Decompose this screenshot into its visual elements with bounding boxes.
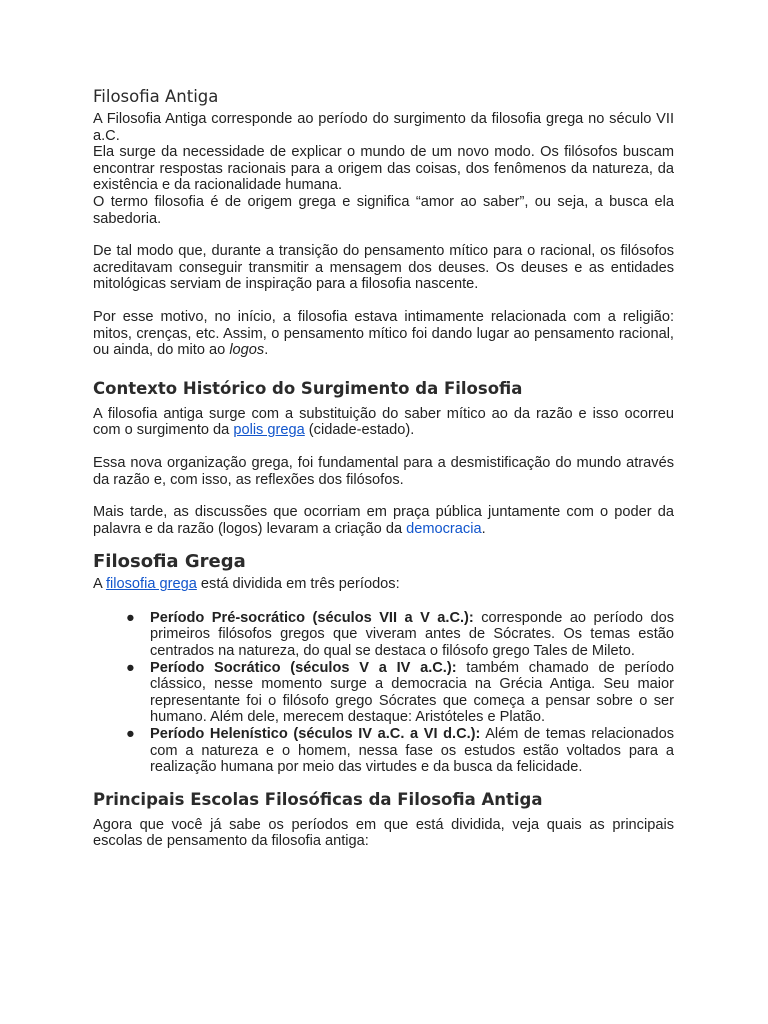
paragraph-text: A: [93, 576, 106, 593]
paragraph-text: está dividida em três períodos:: [196, 576, 400, 593]
document-content: [93, 86, 674, 850]
italic-logos: logos: [229, 342, 265, 359]
link-filosofia-grega[interactable]: filosofia grega: [105, 576, 197, 593]
period-text: corresponde ao período dos primeiros filósofos gregos que viveram antes de Sócrates. Os temas estão centrados na natureza, do qual se destaca o filósofo grego Tales de Mileto.: [150, 609, 674, 660]
periods-list: [93, 610, 674, 776]
paragraph: [93, 576, 674, 593]
heading-contexto-historico: Contexto Histórico do Surgimento da Filosofia: [93, 378, 523, 398]
paragraph: [93, 309, 674, 359]
paragraph: Essa nova organização grega, foi fundamental para a desmistificação do mundo através da razão e, com isso, as reflexões dos filósofos.: [93, 454, 674, 488]
heading-filosofia-grega: Filosofia Grega: [93, 551, 246, 573]
paragraph: A Filosofia Antiga corresponde ao período do surgimento da filosofia grega no século VII a.C.: [93, 111, 674, 144]
period-text: Além de temas relacionados com a natureza e o homem, nessa fase os estudos estão voltados para a realização humana por meio das virtudes e da busca da felicidade.: [150, 726, 674, 776]
paragraph: [93, 406, 674, 439]
paragraph: Ela surge da necessidade de explicar o mundo de um novo modo. Os filósofos buscam encontrar respostas racionais para a origem das coisas, dos fenômenos da natureza, da existência e da racionalidade humana.: [93, 144, 674, 194]
bullet-icon: ●: [126, 659, 135, 676]
paragraph: Agora que você já sabe os períodos em que está dividida, veja quais as principais escolas de pensamento da filosofia antiga:: [93, 816, 674, 850]
paragraph-end: .: [264, 342, 269, 359]
paragraph-text: .: [481, 520, 486, 537]
heading-principais-escolas: Principais Escolas Filosóficas da Filosofia Antiga: [93, 789, 543, 809]
period-label: Período Pré-socrático (séculos VII a V a.C.):: [150, 609, 474, 626]
list-item: [93, 660, 674, 726]
list-item: [93, 726, 674, 776]
heading-filosofia-antiga: Filosofia Antiga: [93, 87, 219, 106]
paragraph: [93, 504, 674, 537]
period-text: também chamado de período clássico, nesse momento surge a democracia na Grécia Antiga. Seu maior representante foi o filósofo grego Sócrates que começa a pensar sobre o ser humano. Além dele, merecem destaque: Aristóteles e Platão.: [150, 659, 674, 726]
paragraph-text: A filosofia antiga surge com a substituição do saber mítico ao da razão e isso ocorreu com o surgimento da: [93, 405, 674, 439]
period-label: Período Socrático (séculos V a IV a.C.):: [150, 659, 457, 676]
paragraph: De tal modo que, durante a transição do pensamento mítico para o racional, os filósofos acreditavam conseguir transmitir a mensagem dos deuses. Os deuses e as entidades mitológicas serviam de inspiração para a filosofia nascente.: [93, 243, 674, 293]
link-democracia[interactable]: democracia: [406, 520, 482, 537]
paragraph-text: Mais tarde, as discussões que ocorriam em praça pública juntamente com o poder da palavra e da razão (logos) levaram a criação da: [93, 504, 674, 537]
paragraph-text: (cidade-estado).: [304, 422, 415, 439]
bullet-icon: ●: [126, 609, 135, 626]
bullet-icon: ●: [126, 726, 135, 743]
period-label: Período Helenístico (séculos IV a.C. a VI d.C.):: [150, 726, 481, 743]
link-polis-grega[interactable]: polis grega: [233, 422, 305, 439]
paragraph-text: Por esse motivo, no início, a filosofia estava intimamente relacionada com a religião: mitos, crenças, etc. Assim, o pensamento mítico foi dando lugar ao pensamento racional, ou ainda, do mito ao: [93, 308, 674, 359]
paragraph: O termo filosofia é de origem grega e significa “amor ao saber”, ou seja, a busca ela sabedoria.: [93, 193, 674, 227]
list-item: [93, 610, 674, 660]
